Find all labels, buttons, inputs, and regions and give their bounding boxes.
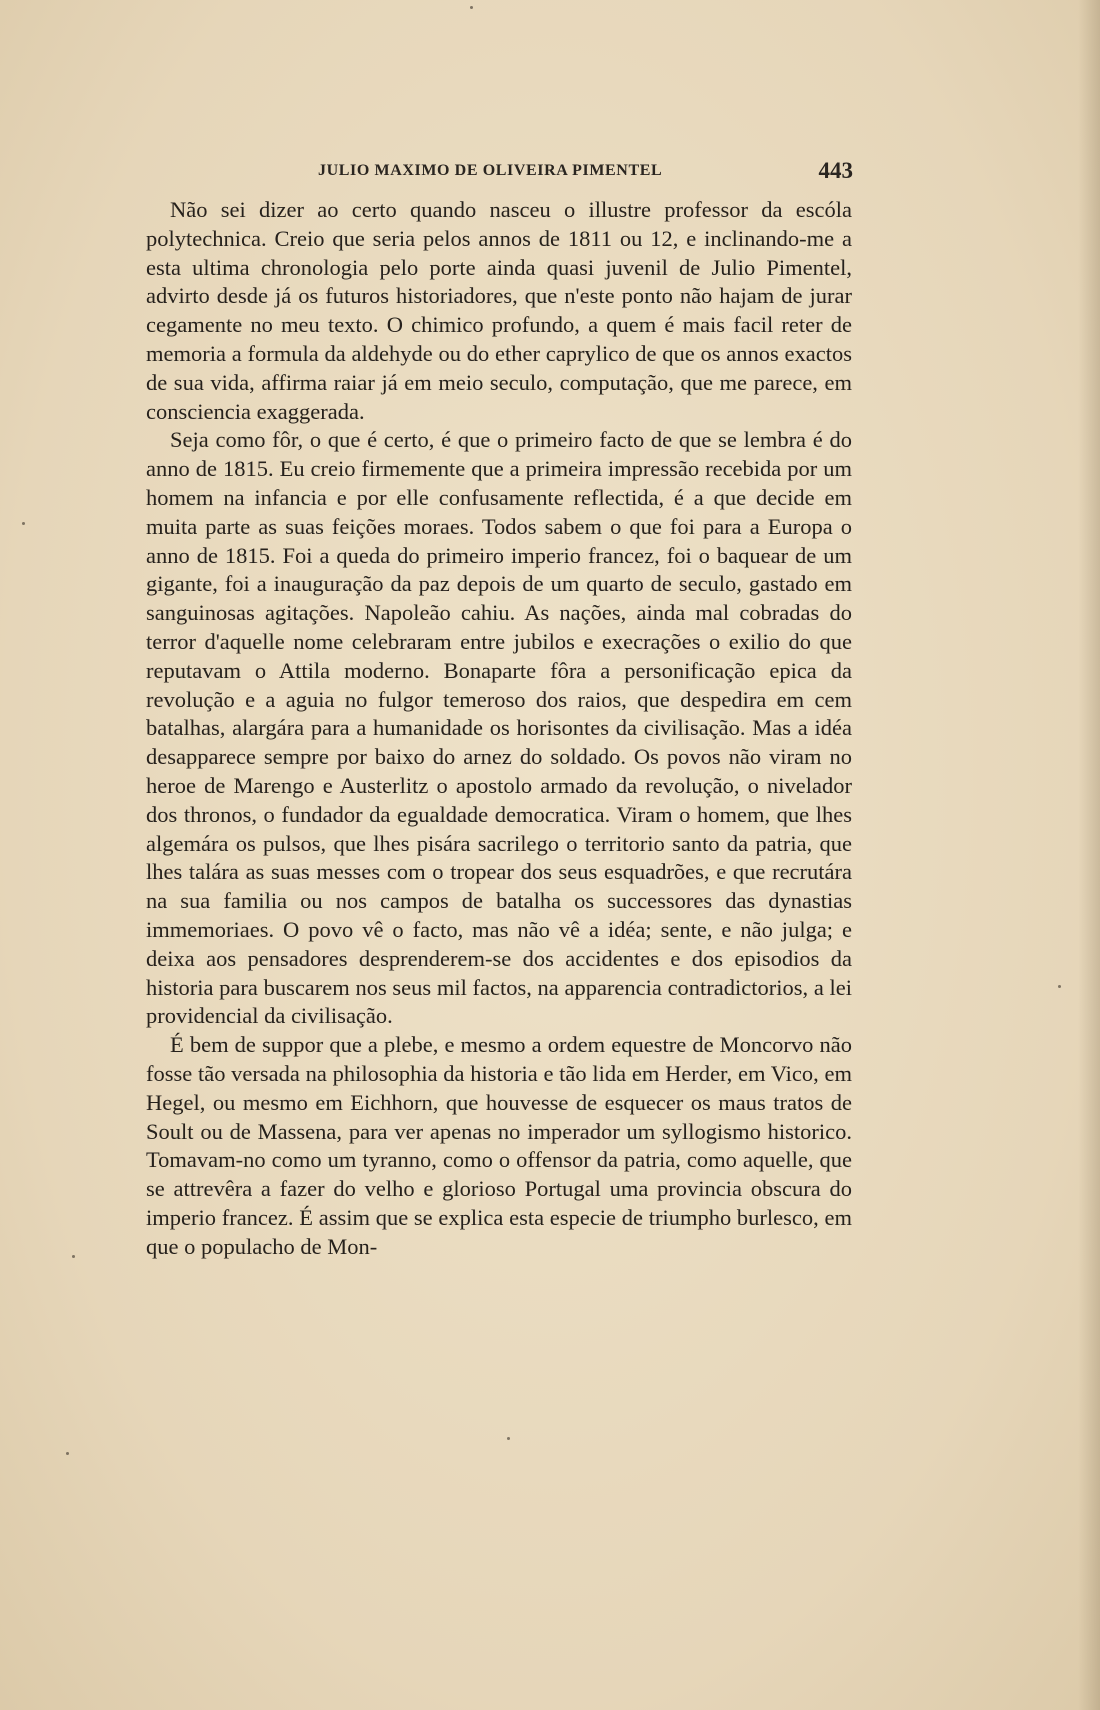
page-header: [318, 158, 853, 188]
paper-speck: [22, 522, 25, 525]
paragraph: É bem de suppor que a plebe, e mesmo a ordem equestre de Moncorvo não fosse tão versada na philosophia da historia e tão lida em Herder, em Vico, em Hegel, ou mesmo em Eichhorn, que houvesse de esquecer os maus tratos de Soult ou de Massena, para ver apenas no imperador um syllogismo historico. Tomavam-no como um tyranno, como o offensor da patria, como aquelle, que se attrevêra a fazer do velho e glorioso Portugal uma provincia obscura do imperio francez. É assim que se explica esta especie de triumpho burlesco, em que o populacho de Mon-: [146, 1032, 852, 1259]
paragraph: Seja como fôr, o que é certo, é que o primeiro facto de que se lembra é do anno de 1815. Eu creio firmemente que a primeira impressão recebida por um homem na infancia e por elle confusamente reflectida, é a que decide em muita parte as suas feições moraes. Todos sabem o que foi para a Europa o anno de 1815. Foi a queda do primeiro imperio francez, foi o baquear de um gigante, foi a inauguração da paz depois de um quarto de seculo, gastado em sanguinosas agitações. Napoleão cahiu. As nações, ainda mal cobradas do terror d'aquelle nome celebraram entre jubilos e execrações o exilio do que reputavam o Attila moderno. Bonaparte fôra a personificação epica da revolução e a aguia no fulgor temeroso dos raios, que despedira em cem batalhas, alargára para a humanidade os horisontes da civilisação. Mas a idéa desapparece sempre por baixo do arnez do soldado. Os povos não viram no heroe de Marengo e Austerlitz o apostolo armado da revolução, o nivelador dos thronos, o fundador da egualdade democratica. Viram o homem, que lhes algemára os pulsos, que lhes pisára sacrilego o territorio santo da patria, que lhes talára as suas messes com o tropear dos seus esquadrões, e que recrutára na sua familia ou nos campos de batalha os successores das dynastias immemoriaes. O povo vê o facto, mas não vê a idéa; sente, e não julga; e deixa aos pensadores desprenderem-se dos accidentes e dos episodios da historia para buscarem nos seus mil factos, na apparencia contradictorios, a lei providencial da civilisação.: [146, 427, 852, 1029]
paper-speck: [507, 1437, 510, 1440]
page-number: 443: [818, 158, 853, 183]
paper-speck: [470, 6, 473, 9]
running-title: JULIO MAXIMO DE OLIVEIRA PIMENTEL: [318, 162, 663, 179]
paragraph: Não sei dizer ao certo quando nasceu o illustre professor da escóla polytechnica. Creio que seria pelos annos de 1811 ou 12, e inclinando-me a esta ultima chronologia pelo porte ainda quasi juvenil de Julio Pimentel, advirto desde já os futuros historiadores, que n'este ponto não hajam de jurar cegamente no meu texto. O chimico profundo, a quem é mais facil reter de memoria a formula da aldehyde ou do ether caprylico de que os annos exactos de sua vida, affirma raiar já em meio seculo, computação, que me parece, em consciencia exaggerada.: [146, 197, 852, 424]
paper-speck: [1058, 985, 1061, 988]
paper-speck: [66, 1452, 69, 1455]
page-edge-shadow: [1078, 0, 1100, 1710]
body-text: [146, 196, 852, 1261]
paper-speck: [72, 1255, 75, 1258]
